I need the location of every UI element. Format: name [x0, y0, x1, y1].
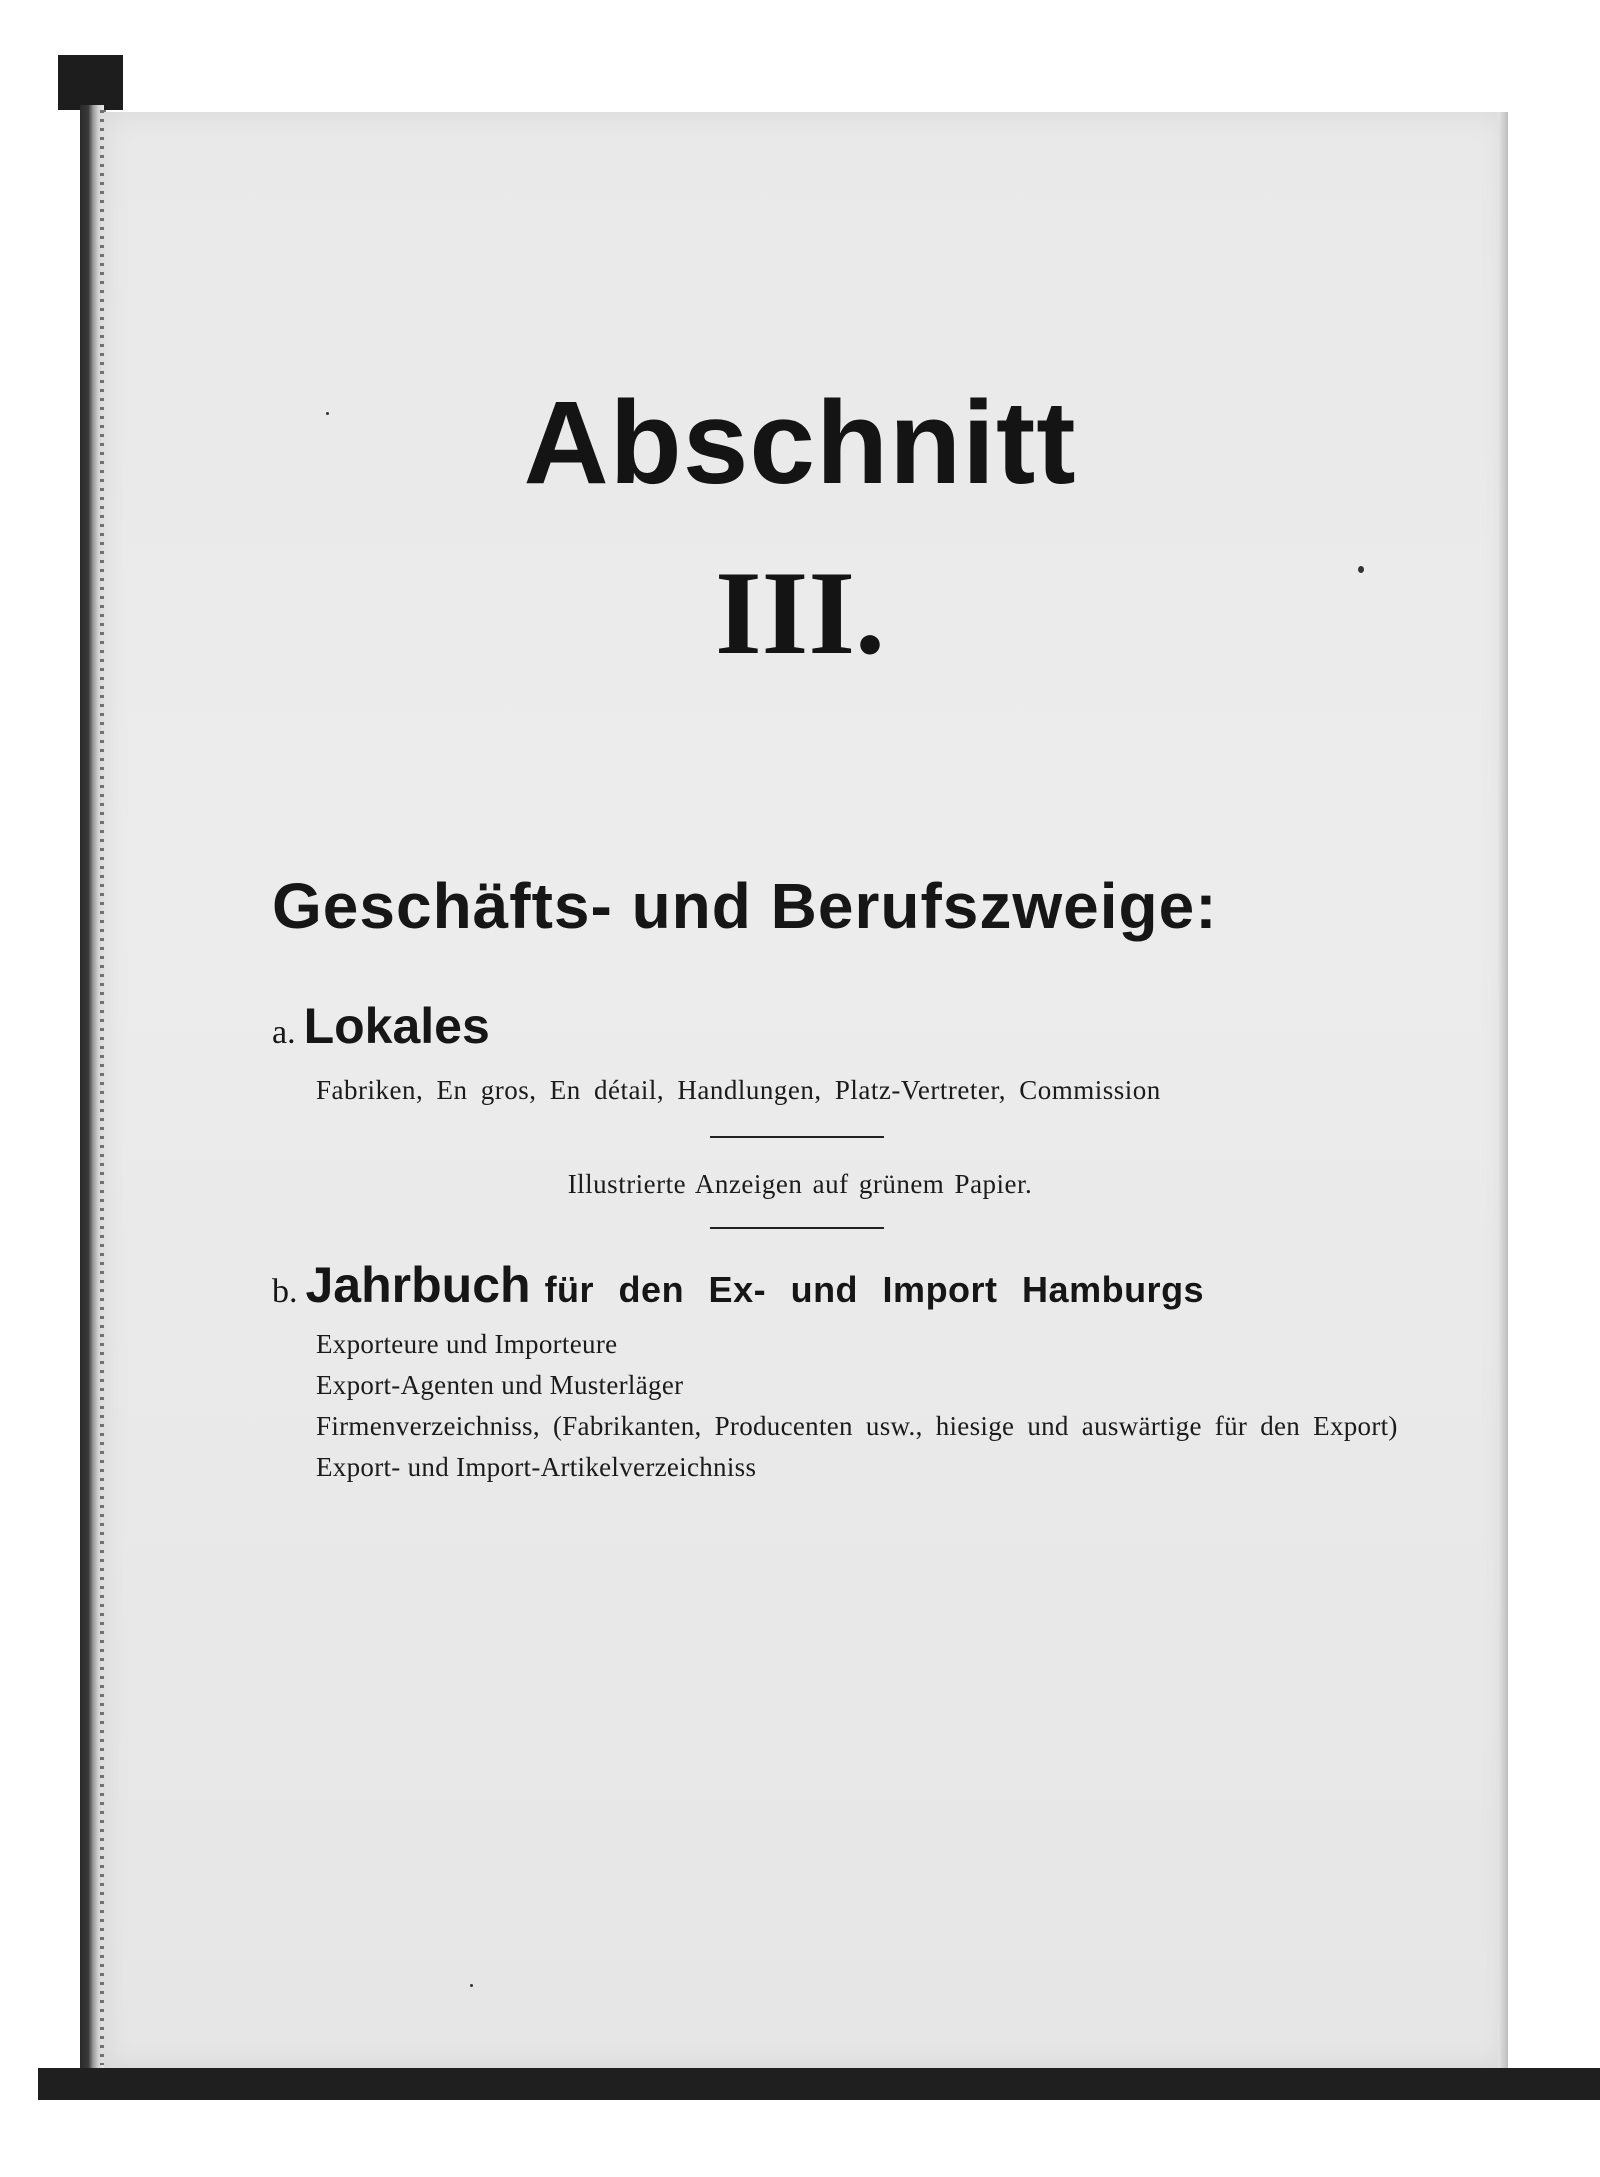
part-a-heading — [272, 996, 490, 1056]
divider-rule — [710, 1136, 884, 1138]
part-a-description: Fabriken, En gros, En détail, Handlungen, Platz-Vertreter, Commission — [316, 1075, 1161, 1105]
list-item: Export-Agenten und Musterläger — [316, 1370, 684, 1400]
scan-bottom-shadow — [38, 2068, 1600, 2100]
divider-rule — [710, 1227, 884, 1229]
part-a-title: Lokales — [303, 998, 490, 1054]
scan-corner-shadow — [58, 55, 123, 110]
part-b-list — [316, 1324, 1416, 1488]
list-item: Firmenverzeichniss, (Fabrikanten, Producenten usw., hiesige und auswärtige für den Export) — [316, 1411, 1398, 1441]
section-title: Geschäfts- und Berufszweige: — [272, 870, 1218, 942]
note-text: Illustrierte Anzeigen auf grünem Papier. — [567, 1169, 1033, 1199]
section-heading: Abschnitt — [523, 377, 1077, 509]
part-b-letter: b. — [272, 1273, 298, 1310]
part-a-letter: a. — [272, 1014, 296, 1051]
part-b-title: Jahrbuch — [305, 1257, 531, 1313]
list-item: Export- und Import-Artikelverzeichniss — [316, 1452, 757, 1482]
part-b-title-rest: für den Ex- und Import Hamburgs — [544, 1269, 1205, 1310]
part-b-heading — [272, 1254, 1204, 1316]
paper-speck — [470, 1984, 473, 1987]
list-item: Exporteure und Importeure — [316, 1329, 618, 1359]
section-number: III. — [714, 546, 886, 679]
